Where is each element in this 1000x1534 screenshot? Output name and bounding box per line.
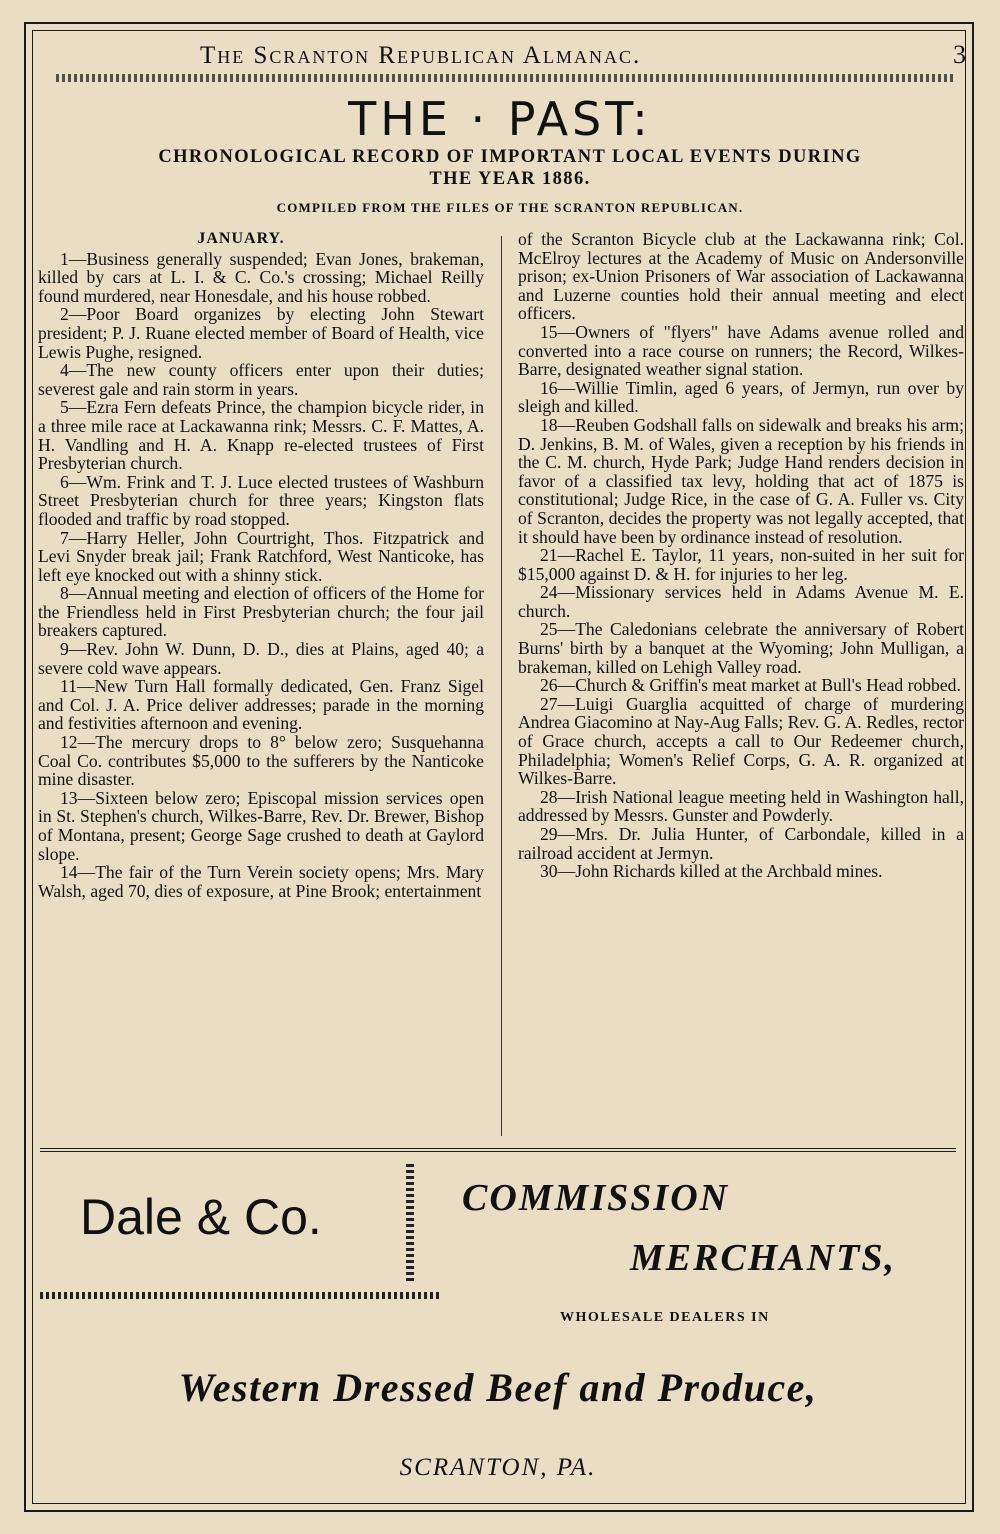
ad-wholesale: WHOLESALE DEALERS IN [560,1310,770,1325]
page-number: 3 [953,40,966,69]
event-entry: 4—The new county officers enter upon their duties; severest gale and rain storm in years. [38,360,484,399]
ad-city: SCRANTON, PA. [399,1454,597,1481]
dotted-vertical-rule [406,1164,414,1284]
event-entry: 26—Church & Griffin's meat market at Bull's Head robbed. [540,675,961,696]
dotted-horizontal-rule [40,1292,440,1299]
event-entry: 28—Irish National league meeting held in Washington hall, addressed by Messrs. Gunster and Powderly. [518,786,964,826]
ad-commission: COMMISSION [462,1177,730,1219]
ad-merchants: MERCHANTS, [630,1237,897,1279]
event-entry: 13—Sixteen below zero; Episcopal mission services open in St. Stephen's church, Wilkes-Barre, Rev. Dr. Brewer, Bishop of Montana, present; George Sage crushed to death at Gaylord slope. [38,787,484,864]
event-entry: of the Scranton Bicycle club at the Lackawanna rink; Col. McElroy lectures at the Academy of Music on Andersonville prison; ex-Union Prisoners of War association of Lackawanna and Luzerne counties hold their annual meeting and elect officers. [518,229,964,324]
event-entry: 24—Missionary services held in Adams Avenue M. E. church. [518,582,964,621]
subtitle-line-1: CHRONOLOGICAL RECORD OF IMPORTANT LOCAL EVENTS DURING [158,147,862,167]
right-column [518,230,964,881]
event-entry: 9—Rev. John W. Dunn, D. D., dies at Plains, aged 40; a severe cold wave appears. [38,639,484,678]
event-entry: 16—Willie Timlin, aged 6 years, of Jermyn, run over by sleigh and killed. [518,377,964,417]
event-entry: 8—Annual meeting and election of officers of the Home for the Friendless held in First Presbyterian church; the four jail breakers captured. [38,583,484,641]
month-heading: JANUARY. [197,230,285,247]
event-entry: 2—Poor Board organizes by electing John Stewart president; P. J. Ruane elected member of Board of Health, vice Lewis Pughe, resigned. [38,304,484,362]
event-entry: 14—The fair of the Turn Verein society opens; Mrs. Mary Walsh, aged 70, dies of exposure, at Pine Brook; entertainment [38,862,484,901]
subtitle-line-2: THE YEAR 1886. [429,169,591,189]
event-entry: 18—Reuben Godshall falls on sidewalk and breaks his arm; D. Jenkins, B. M. of Wales, given a reception by his friends in the C. M. church, Hyde Park; Judge Hand renders decision in favor of a classified tax levy, holding that act of 1875 is constitutional; Judge Rice, in the case of G. A. Fuller vs. City of Scranton, decides the property was not legally accepted, that it should have been by ordinance instead of resolution. [518,414,964,547]
almanac-title: The Scranton Republican Almanac. [200,42,642,69]
company-name: Dale & Co. [80,1189,322,1245]
ad-products: Western Dressed Beef and Produce, [178,1365,818,1410]
event-entry: 25—The Caledonians celebrate the anniversary of Robert Burns' birth by a banquet at the Wyoming; John Mulligan, a brakeman, killed on Lehigh Valley road. [518,619,964,677]
event-entry: 15—Owners of "flyers" have Adams avenue rolled and converted into a race course on runners; the Record, Wilkes-Barre, designated weather signal station. [518,321,964,380]
event-entry: 6—Wm. Frink and T. J. Luce elected trustees of Washburn Street Presbyterian church for three years; Kingston flats flooded and traffic by road stopped. [38,471,484,529]
left-column [38,230,484,900]
column-rule [501,236,502,1136]
subtitle [60,146,960,190]
event-entry: 27—Luigi Guarglia acquitted of charge of murdering Andrea Giacomino at Nay-Aug Falls; Rev. G. A. Redles, rector of Grace church, accepts a call to Our Redeemer church, Philadelphia; Women's Relief Corps, G. A. R. organized at Wilkes-Barre. [518,693,964,789]
section-title: THE · PAST: [348,92,652,146]
wavy-divider [56,74,956,82]
event-entry: 7—Harry Heller, John Courtright, Thos. Fitzpatrick and Levi Snyder break jail; Frank Ratchford, West Nanticoke, has left eye knocked out with a shinny stick. [38,527,484,585]
event-entry: 21—Rachel E. Taylor, 11 years, non-suited in her suit for $15,000 against D. & H. for injuries to her leg. [518,545,964,584]
event-entry: 11—New Turn Hall formally dedicated, Gen. Franz Sigel and Col. J. A. Price deliver addresses; parade in the morning and festivities afternoon and evening. [38,676,484,734]
event-entry: 1—Business generally suspended; Evan Jones, brakeman, killed by cars at L. I. & C. Co.'s crossing; Michael Reilly found murdered, near Honesdale, and his house robbed. [38,248,484,306]
compiled-note: COMPILED FROM THE FILES OF THE SCRANTON REPUBLICAN. [276,200,744,215]
event-entry: 12—The mercury drops to 8° below zero; Susquehanna Coal Co. contributes $5,000 to the sufferers by the Nanticoke mine disaster. [38,732,484,790]
advertisement [40,1148,956,1494]
event-entry: 5—Ezra Fern defeats Prince, the champion bicycle rider, in a three mile race at Lackawanna rink; Messrs. C. F. Mattes, A. H. Vandling and H. A. Knapp re-elected trustees of First Presbyterian church. [38,397,484,474]
running-head [40,38,970,74]
event-entry: 30—John Richards killed at the Archbald mines. [540,861,883,882]
event-entry: 29—Mrs. Dr. Julia Hunter, of Carbondale, killed in a railroad accident at Jermyn. [518,824,964,863]
